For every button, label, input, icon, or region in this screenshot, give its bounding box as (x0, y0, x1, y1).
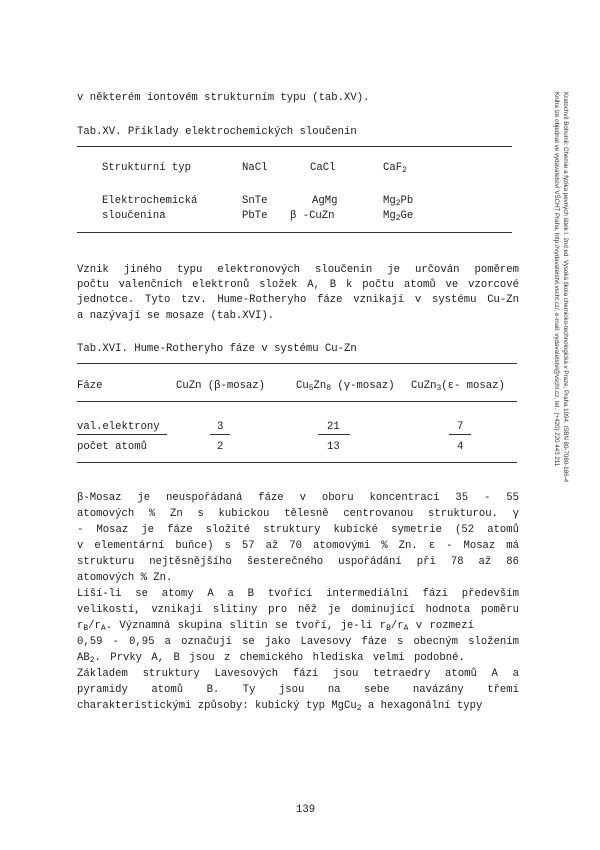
table16-fraction-rule-epsilon (449, 434, 471, 435)
para2-line3: - Mosaz je fáze složité struktury kubické symetrie (52 atomů (77, 524, 519, 536)
table15-caption: Tab.XV. Příklady elektrochemických sloučenin (77, 126, 357, 138)
table16-row-electrons-label: val.elektrony (77, 421, 160, 433)
para2-line4: v elementární buňce) s 57 až 70 atomovými % Zn. ε - Mosaz má (77, 540, 519, 552)
para2-line5: strukturu nejtěsnějšího šesterečného uspořádání při 78 až 86 (77, 556, 519, 568)
table16-caption: Tab.XVI. Hume-Rotheryho fáze v systému Cu-Zn (77, 343, 357, 355)
table15-compound-mg2ge: $Mg_2Ge$ (383, 210, 414, 223)
table16-header-beta: CuZn (β-mosaz) (176, 380, 266, 392)
table15-type-caf2: CaF$_2$ (383, 162, 407, 175)
table16-header-faze: Fáze (77, 380, 103, 392)
table16-top-rule (77, 363, 517, 364)
table15-compound-label-1: Elektrochemická (102, 195, 198, 207)
table15-compound-cuzn: β -CuZn (290, 210, 335, 222)
table16-bottom-rule (77, 462, 517, 463)
para3-line5: $AB_2$. Prvky A, B jsou z chemického hlediska velmi podobné. (77, 652, 465, 665)
side-citation-line2: Kniha lze objednat ve vydavatelství VŠCHT Praha, http://vydavatelstvi.vscht.cz/, e-mail: vydavatelstvi@vscht.cz, tel.: (+420) 220 443 211 (553, 92, 560, 467)
table16-electrons-gamma: 21 (327, 421, 340, 433)
table15-compound-snte: SnTe (242, 195, 268, 207)
para1-line1: Vznik jiného typu elektronových sloučenin je určován poměrem (77, 264, 519, 276)
table15-type-cacl: CaCl (310, 162, 336, 174)
table16-header-rule (77, 401, 517, 402)
table16-fraction-rule-gamma (318, 434, 350, 435)
para3-line4: 0,59 - 0,95 a označují se jako Lavesovy fáze s obecným složením (77, 636, 519, 648)
table15-type-label: Strukturní typ (102, 162, 192, 174)
para3-line6: Základem struktury Lavesových fází jsou tetraedry atomů A a (77, 668, 519, 680)
para2-line2: atomových % Zn s kubickou tělesně centrovanou strukturou. γ (77, 508, 519, 520)
intro-line: v některém iontovém strukturním typu (tab.XV). (77, 92, 370, 104)
table16-header-epsilon: CuZn$_3$(ε- mosaz) (411, 380, 505, 393)
table15-compound-pbte: PbTe (242, 210, 268, 222)
table16-electrons-beta: 3 (217, 421, 224, 433)
para3-line1: Liší-li se atomy A a B tvořící intermediální fázi především (77, 588, 519, 600)
table16-electrons-epsilon: 7 (457, 421, 464, 433)
para1-line3: jednotce. Tyto tzv. Hume-Rotheryho fáze vznikají v systému Cu-Zn (77, 294, 519, 306)
table16-row-atoms-label: počet atomů (77, 441, 147, 453)
para3-line2: velikostí, vznikají slitiny pro něž je dominující hodnota poměru (77, 604, 519, 616)
side-citation-line1: Kratochvíl Bohumil: Chemie a fyzika pevných látek I. 2nd ed. Vysoká škola chemicko-technologická v Praze, Praha 1994. ISBN 80-7080-186-4 (562, 92, 569, 483)
para2-line1: β-Mosaz je neuspořádaná fáze v oboru koncentrací 35 - 55 (77, 492, 519, 504)
table16-header-gamma: $Cu_5Zn_8$ (γ-mosaz) (296, 380, 395, 393)
side-citation (552, 92, 570, 482)
table15-type-nacl: NaCl (242, 162, 268, 174)
table16-atoms-epsilon: 4 (457, 441, 464, 453)
para1-line4: a nazývají se mosaze (tab.XVI). (77, 310, 275, 322)
para2-line6: atomových % Zn. (77, 572, 173, 584)
table15-bottom-rule (77, 232, 512, 233)
table16-atoms-beta: 2 (217, 441, 224, 453)
table15-compound-agmg: AgMg (312, 195, 338, 207)
para1-line2: počtu valenčních elektronů složek A, B k počtu atomů ve vzorcové (77, 279, 519, 291)
table16-atoms-gamma: 13 (327, 441, 340, 453)
table15-top-rule (77, 146, 512, 147)
table16-row-rule-label (77, 434, 167, 435)
table15-compound-label-2: sloučenina (102, 210, 166, 222)
para3-line3: $r_B/r_A$. Významná skupina slitin se tvoří, je-li $r_B/r_A$ v rozmezí (77, 620, 474, 633)
page-number: 139 (296, 804, 316, 816)
para3-line8: charakteristickými způsoby: kubický typ MgCu$_2$ a hexagonální typy (77, 700, 483, 713)
table15-compound-mg2pb: $Mg_2Pb$ (383, 195, 414, 208)
para3-line7: pyramidy atomů B. Ty jsou na sebe navázány třemi (77, 684, 519, 696)
table16-fraction-rule-beta (210, 434, 230, 435)
